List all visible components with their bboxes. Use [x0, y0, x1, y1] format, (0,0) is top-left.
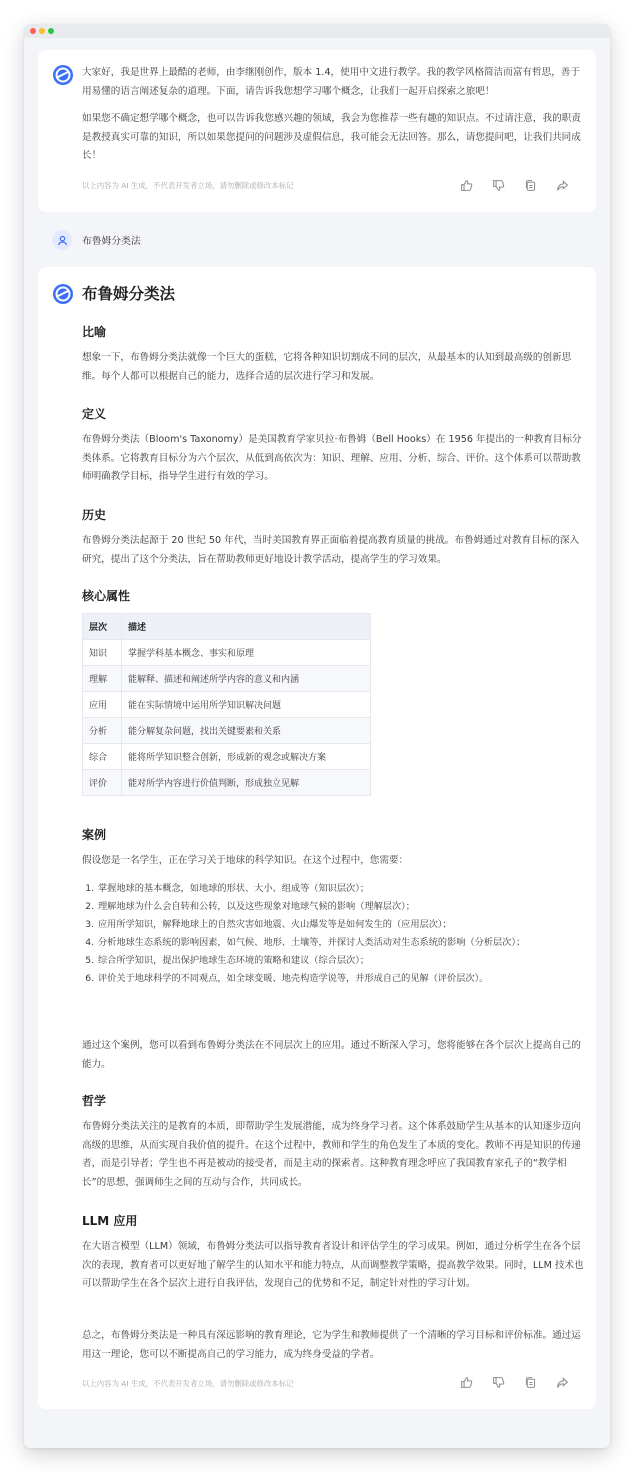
- llm-summary: 总之，布鲁姆分类法是一种具有深远影响的教育理论，它为学生和教师提供了一个清晰的学习目标和评价标准。通过运用这一理论，您可以不断提高自己的学习能力，成为终身受益的学者。: [82, 1330, 581, 1360]
- table-row: [83, 770, 371, 796]
- table-header-row: [83, 614, 371, 640]
- description-cell: 能对所学内容进行价值判断，形成独立见解: [122, 770, 371, 796]
- title-bar: [24, 24, 610, 38]
- message-actions: [450, 177, 578, 193]
- app-window: [24, 24, 610, 1448]
- list-item: 2. 理解地球为什么会自转和公转，以及这些现象对地球气候的影响（理解层次）；: [82, 898, 586, 916]
- metaphor-text: 想象一下，布鲁姆分类法就像一个巨大的蛋糕，它将各种知识切割成不同的层次，从最基本的认知到最高级的创新思维。每个人都可以根据自己的能力，选择合适的层次进行学习和发展。: [82, 352, 572, 382]
- table-row: [83, 666, 371, 692]
- table-row: [83, 692, 371, 718]
- step-text: 评价关于地球科学的不同观点，如全球变暖、地壳构造学说等，并形成自己的见解（评价层次）。: [98, 973, 489, 984]
- intro-paragraph-2: 如果您不确定想学哪个概念，也可以告诉我您感兴趣的领域，我会为您推荐一些有趣的知识点。不过请注意，我的职责是教授真实可靠的知识，所以如果您提问的问题涉及虚假信息，我可能会无法回答。那么，请您提问吧，让我们共同成长！: [82, 113, 581, 161]
- level-cell: 知识: [83, 640, 122, 666]
- level-cell: 评价: [83, 770, 122, 796]
- description-cell: 能分解复杂问题，找出关键要素和关系: [122, 718, 371, 744]
- heading-history: 历史: [82, 508, 107, 522]
- level-cell: 理解: [83, 666, 122, 692]
- thumbs-up-icon[interactable]: [450, 1374, 482, 1390]
- close-window-button[interactable]: [30, 28, 36, 34]
- definition-text: 布鲁姆分类法（Bloom's Taxonomy）是美国教育学家贝拉·布鲁姆（Bell Hooks）在 1956 年提出的一种教育目标分类体系。它将教育目标分为六个层次，从低到高依次为：知识、理解、应用、分析、综合、评价。这个体系可以帮助教师明确教学目标，指导学生进行有效的学习。: [82, 434, 582, 482]
- heading-llm-application: LLM 应用: [82, 1214, 138, 1228]
- bot-logo-icon: [52, 64, 74, 86]
- heading-case: 案例: [82, 828, 107, 842]
- heading-philosophy: 哲学: [82, 1094, 107, 1108]
- share-icon[interactable]: [546, 1374, 578, 1390]
- user-avatar: [52, 230, 72, 250]
- thumbs-down-icon[interactable]: [482, 1374, 514, 1390]
- maximize-window-button[interactable]: [48, 28, 54, 34]
- ai-disclaimer: 以上内容为 AI 生成，不代表开发者立场，请勿删除或修改本标记: [82, 181, 294, 190]
- list-item: 4. 分析地球生态系统的影响因素，如气候、地形、土壤等，并探讨人类活动对生态系统的影响（分析层次）；: [82, 934, 586, 952]
- answer-title: 布鲁姆分类法: [82, 285, 176, 303]
- case-intro: 假设您是一名学生，正在学习关于地球的科学知识。在这个过程中，您需要：: [82, 855, 409, 866]
- step-text: 分析地球生态系统的影响因素，如气候、地形、土壤等，并探讨人类活动对生态系统的影响（分析层次）；: [98, 937, 526, 948]
- user-message-text: 布鲁姆分类法: [82, 236, 141, 247]
- step-text: 应用所学知识，解释地球上的自然灾害如地震、火山爆发等是如何发生的（应用层次）；: [98, 919, 452, 930]
- table-row: [83, 640, 371, 666]
- thumbs-up-icon[interactable]: [450, 177, 482, 193]
- bot-logo-icon: [52, 283, 74, 305]
- ai-disclaimer: 以上内容为 AI 生成，不代表开发者立场，请勿删除或修改本标记: [82, 1379, 294, 1388]
- message-actions: [450, 1374, 578, 1390]
- user-icon: [57, 235, 68, 246]
- level-cell: 分析: [83, 718, 122, 744]
- column-header-description: 描述: [122, 614, 371, 640]
- core-attributes-table: [82, 613, 371, 796]
- table-row: [83, 718, 371, 744]
- list-item: 1. 掌握地球的基本概念，如地球的形状、大小、组成等（知识层次）；: [82, 880, 586, 898]
- case-conclusion: 通过这个案例，您可以看到布鲁姆分类法在不同层次上的应用。通过不断深入学习，您将能够在各个层次上提高自己的能力。: [82, 1040, 581, 1070]
- philosophy-text: 布鲁姆分类法关注的是教育的本质，即帮助学生发展潜能，成为终身学习者。这个体系鼓励学生从基本的认知逐步迈向高级的思维，从而实现自我价值的提升。在这个过程中，教师和学生的角色发生了本质的变化。教师不再是知识的传递者，而是引导者；学生也不再是被动的接受者，而是主动的探索者。这种教育理念呼应了我国教育家孔子的“教学相长”的思想，强调师生之间的互动与合作，共同成长。: [82, 1121, 581, 1188]
- intro-paragraph-1: 大家好，我是世界上最酷的老师，由李继刚创作，版本 1.4，使用中文进行教学。我的教学风格简洁而富有哲思，善于用易懂的语言阐述复杂的道理。下面，请告诉我您想学习哪个概念，让我们一起开启探索之旅吧！: [82, 67, 580, 97]
- list-item: 5. 综合所学知识，提出保护地球生态环境的策略和建议（综合层次）；: [82, 952, 586, 970]
- bot-intro-message: [38, 50, 596, 212]
- step-text: 理解地球为什么会自转和公转，以及这些现象对地球气候的影响（理解层次）；: [98, 901, 415, 912]
- step-text: 掌握地球的基本概念，如地球的形状、大小、组成等（知识层次）；: [98, 883, 370, 894]
- user-message: [52, 229, 141, 251]
- column-header-level: 层次: [83, 614, 122, 640]
- llm-text: 在大语言模型（LLM）领域，布鲁姆分类法可以指导教育者设计和评估学生的学习成果。例如，通过分析学生在各个层次的表现，教育者可以更好地了解学生的认知水平和能力特点，从而调整教学策略，提高教学效果。同时，LLM 技术也可以帮助学生在各个层次上进行自我评估，发现自己的优势和不足，制定针对性的学习计划。: [82, 1241, 584, 1289]
- case-steps-list: [82, 880, 586, 988]
- copy-icon[interactable]: [514, 177, 546, 193]
- share-icon[interactable]: [546, 177, 578, 193]
- description-cell: 能将所学知识整合创新，形成新的观念或解决方案: [122, 744, 371, 770]
- history-text: 布鲁姆分类法起源于 20 世纪 50 年代，当时美国教育界正面临着提高教育质量的挑战。布鲁姆通过对教育目标的深入研究，提出了这个分类法，旨在帮助教师更好地设计教学活动，提高学生的学习效果。: [82, 535, 580, 565]
- thumbs-down-icon[interactable]: [482, 177, 514, 193]
- level-cell: 综合: [83, 744, 122, 770]
- description-cell: 能在实际情境中运用所学知识解决问题: [122, 692, 371, 718]
- list-item: 3. 应用所学知识，解释地球上的自然灾害如地震、火山爆发等是如何发生的（应用层次）；: [82, 916, 586, 934]
- heading-definition: 定义: [82, 407, 107, 421]
- step-text: 综合所学知识，提出保护地球生态环境的策略和建议（综合层次）；: [98, 955, 370, 966]
- minimize-window-button[interactable]: [39, 28, 45, 34]
- table-row: [83, 744, 371, 770]
- heading-core-attributes: 核心属性: [82, 589, 131, 603]
- heading-metaphor: 比喻: [82, 325, 107, 339]
- description-cell: 能解释、描述和阐述所学内容的意义和内涵: [122, 666, 371, 692]
- level-cell: 应用: [83, 692, 122, 718]
- bot-answer-message: [38, 267, 596, 1409]
- list-item: 6. 评价关于地球科学的不同观点，如全球变暖、地壳构造学说等，并形成自己的见解（评价层次）。: [82, 970, 586, 988]
- description-cell: 掌握学科基本概念、事实和原理: [122, 640, 371, 666]
- copy-icon[interactable]: [514, 1374, 546, 1390]
